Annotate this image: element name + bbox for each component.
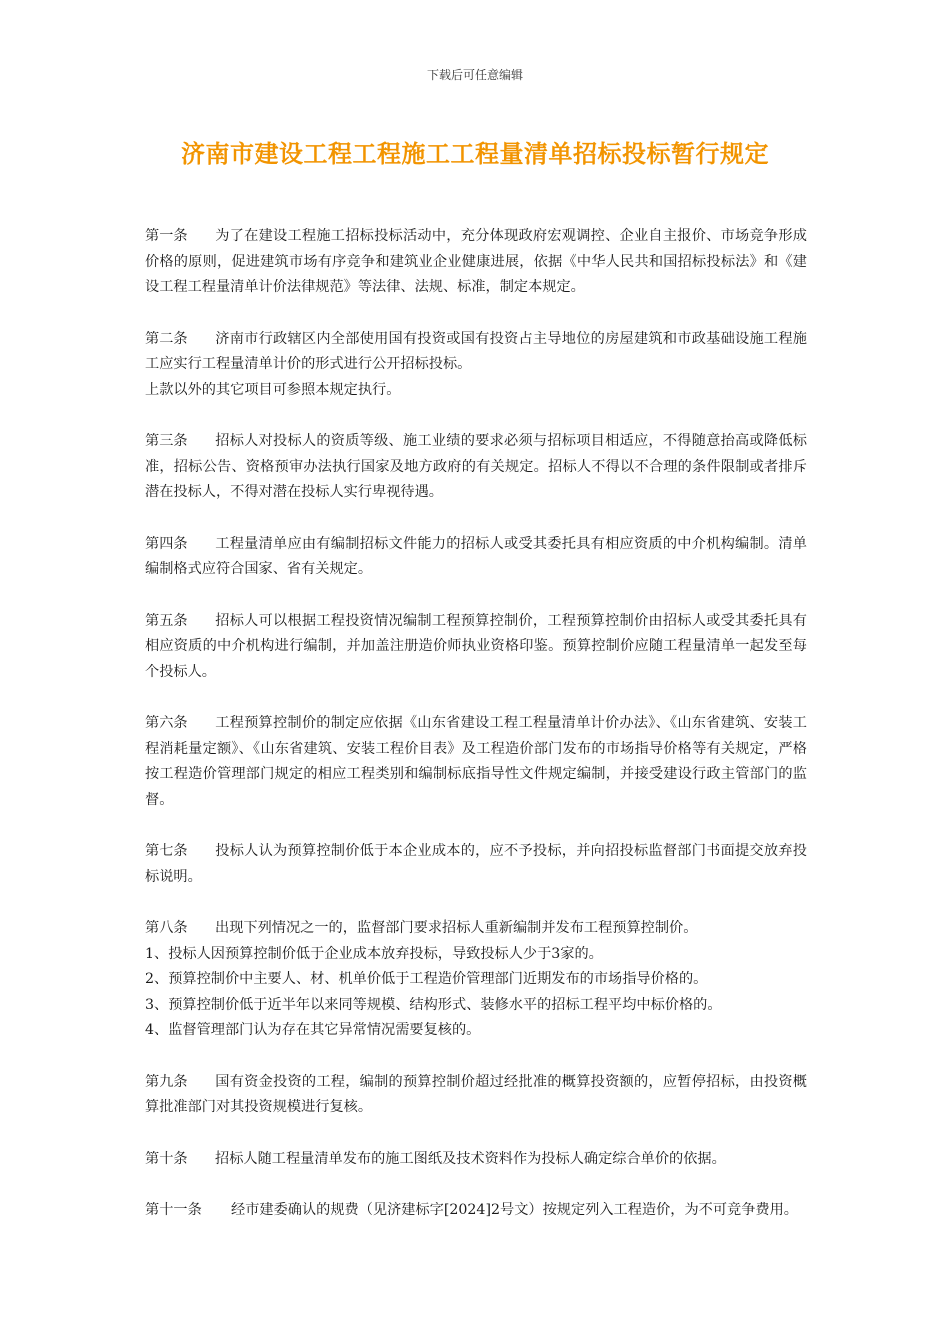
article-11 [145, 1198, 807, 1224]
article-2 [145, 327, 807, 404]
article-label: 第六条 [145, 715, 188, 731]
article-text: 2、预算控制价中主要人、材、机单价低于工程造价管理部门近期发布的市场指导价格的。 [145, 971, 708, 987]
article-7 [145, 839, 807, 890]
article-line [145, 942, 807, 968]
article-8 [145, 916, 807, 1044]
article-line [145, 1147, 807, 1173]
article-text: 招标人可以根据工程投资情况编制工程预算控制价，工程预算控制价由招标人或受其委托具有相应资质的中介机构进行编制，并加盖注册造价师执业资格印鉴。预算控制价应随工程量清单一起发至每个投标人。 [145, 612, 807, 680]
article-label: 第三条 [145, 433, 188, 449]
article-line [145, 993, 807, 1019]
article-text: 为了在建设工程施工招标投标活动中，充分体现政府宏观调控、企业自主报价、市场竞争形成价格的原则，促进建筑市场有序竞争和建筑业企业健康进展，依据《中华人民共和国招标投标法》和《建设工程工程量清单计价法律规范》等法律、法规、标准，制定本规定。 [145, 228, 807, 295]
article-label: 第十一条 [145, 1202, 202, 1218]
article-text: 1、投标人因预算控制价低于企业成本放弃投标，导致投标人少于3家的。 [145, 945, 603, 962]
article-label: 第二条 [145, 330, 188, 347]
article-text: 工程预算控制价的制定应依据《山东省建设工程工程量清单计价办法》、《山东省建筑、安装工程消耗量定额》、《山东省建筑、安装工程价目表》及工程造价部门发布的市场指导价格等有关规定，严格按工程造价管理部门规定的相应工程类别和编制标底指导性文件规定编制，并接受建设行政主管部门的监督。 [145, 715, 807, 808]
article-text: 国有资金投资的工程，编制的预算控制价超过经批准的概算投资额的，应暂停招标，由投资概算批准部门对其投资规模进行复核。 [145, 1073, 807, 1115]
document-body [145, 224, 807, 1250]
article-label: 第五条 [145, 612, 188, 629]
article-line [145, 916, 807, 942]
article-label: 第四条 [145, 535, 188, 552]
header-note: 下载后可任意编辑 [426, 68, 523, 82]
article-10 [145, 1147, 807, 1173]
article-text: 出现下列情况之一的，监督部门要求招标人重新编制并发布工程预算控制价。 [215, 920, 698, 936]
article-label: 第八条 [145, 920, 188, 936]
article-label: 第一条 [145, 228, 188, 244]
article-label: 第十条 [145, 1150, 188, 1167]
article-line [145, 967, 807, 993]
article-line [145, 839, 807, 890]
article-text: 经市建委确认的规费（见济建标字[2024]2号文）按规定列入工程造价，为不可竞争费用。 [231, 1202, 798, 1218]
article-line [145, 224, 807, 301]
article-line [145, 378, 807, 404]
article-4 [145, 532, 807, 583]
article-line [145, 711, 807, 813]
article-label: 第七条 [145, 843, 188, 859]
article-line [145, 429, 807, 506]
article-6 [145, 711, 807, 813]
article-text: 上款以外的其它项目可参照本规定执行。 [145, 381, 401, 398]
article-3 [145, 429, 807, 506]
article-line [145, 1018, 807, 1044]
document-title: 济南市建设工程工程施工工程量清单招标投标暂行规定 [181, 140, 769, 168]
article-text: 4、监督管理部门认为存在其它异常情况需要复核的。 [145, 1022, 481, 1038]
article-9 [145, 1070, 807, 1121]
article-text: 工程量清单应由有编制招标文件能力的招标人或受其委托具有相应资质的中介机构编制。清单编制格式应符合国家、省有关规定。 [145, 535, 807, 577]
article-line [145, 1198, 807, 1224]
article-line [145, 609, 807, 686]
article-line [145, 1070, 807, 1121]
article-line [145, 327, 807, 378]
article-text: 招标人对投标人的资质等级、施工业绩的要求必须与招标项目相适应，不得随意抬高或降低标准，招标公告、资格预审办法执行国家及地方政府的有关规定。招标人不得以不合理的条件限制或者排斥潜在投标人，不得对潜在投标人实行卑视待遇。 [145, 433, 807, 500]
article-label: 第九条 [145, 1073, 188, 1090]
article-text: 3、预算控制价低于近半年以来同等规模、结构形式、装修水平的招标工程平均中标价格的。 [145, 996, 722, 1013]
article-1 [145, 224, 807, 301]
article-5 [145, 609, 807, 686]
article-text: 济南市行政辖区内全部使用国有投资或国有投资占主导地位的房屋建筑和市政基础设施工程施工应实行工程量清单计价的形式进行公开招标投标。 [145, 330, 807, 372]
article-text: 投标人认为预算控制价低于本企业成本的，应不予投标，并向招投标监督部门书面提交放弃投标说明。 [145, 843, 807, 885]
article-text: 招标人随工程量清单发布的施工图纸及技术资料作为投标人确定综合单价的依据。 [215, 1150, 726, 1167]
article-line [145, 532, 807, 583]
